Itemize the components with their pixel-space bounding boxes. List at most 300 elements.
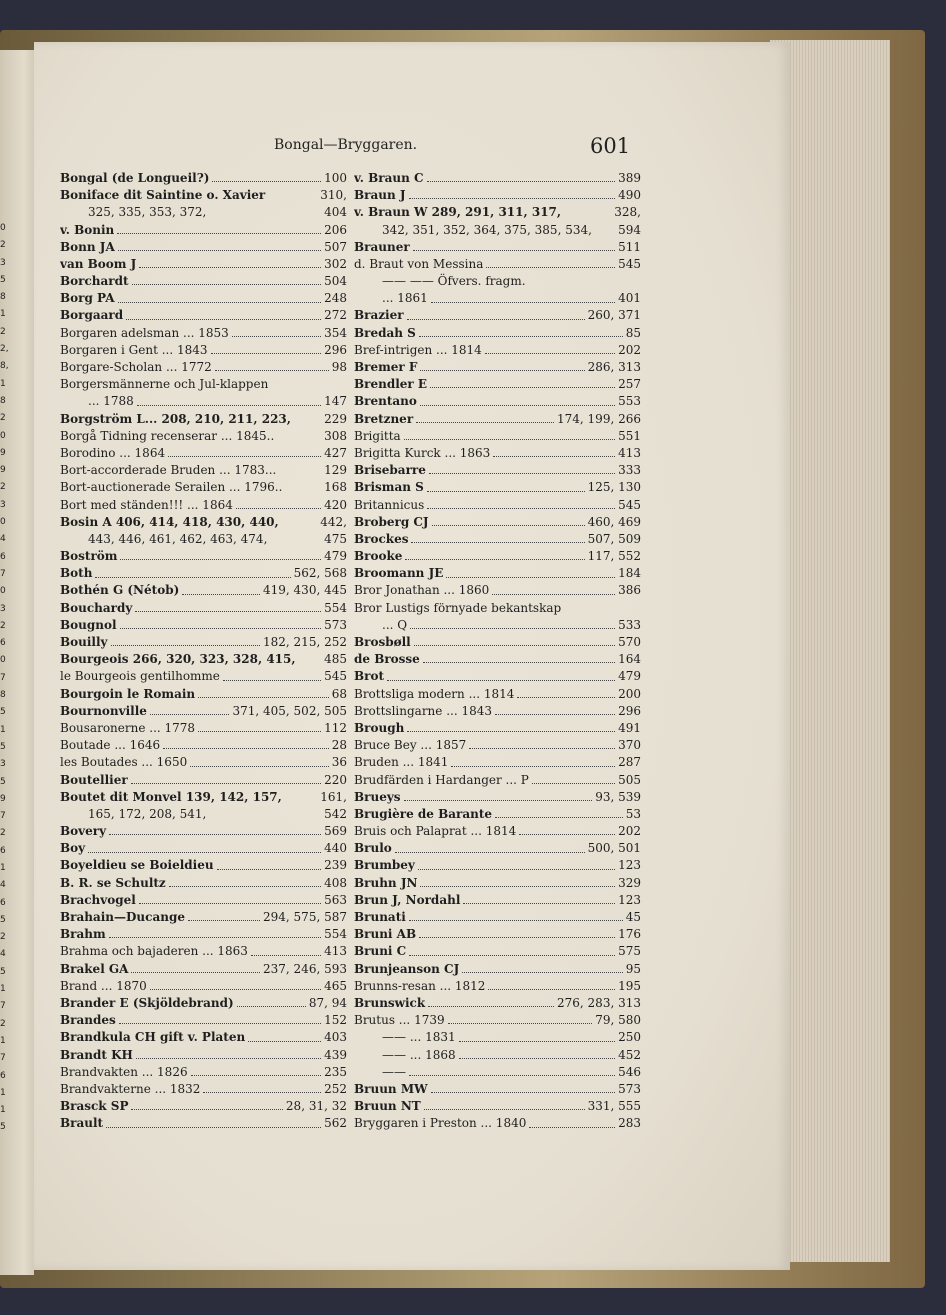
index-entry [354, 1081, 641, 1098]
entry-title: Bryggaren i Preston ... 1840 [354, 1116, 527, 1131]
entry-pages: 440 [324, 841, 347, 856]
index-entry [354, 858, 641, 875]
entry-pages: 504 [324, 274, 347, 289]
entry-pages: 68 [331, 686, 347, 701]
dot-leader [251, 955, 321, 956]
entry-title: Brisebarre [354, 463, 426, 478]
entry-pages: 554 [324, 600, 347, 615]
index-entry [354, 393, 641, 410]
entry-title: v. Braun C [354, 170, 424, 185]
dot-leader [420, 370, 584, 371]
dot-leader [211, 353, 322, 354]
entry-title: Brudfärden i Hardanger ... P [354, 772, 529, 787]
entry-title: ... 1861 [382, 291, 428, 306]
dot-leader [109, 937, 321, 938]
entry-title: Brandvakten ... 1826 [60, 1064, 188, 1079]
entry-pages: 491 [618, 720, 641, 735]
entry-pages: 413 [618, 445, 641, 460]
margin-number: 2 [0, 1018, 6, 1029]
dot-leader [191, 1075, 322, 1076]
entry-title: Bougnol [60, 617, 117, 632]
entry-pages: 546 [618, 1064, 641, 1079]
margin-number: 0 [0, 586, 6, 597]
margin-number: 6 [0, 551, 6, 562]
entry-title: Brault [60, 1116, 104, 1131]
dot-leader [111, 645, 260, 646]
dot-leader [203, 1092, 321, 1093]
index-entry [60, 806, 347, 823]
index-entry [354, 651, 641, 668]
dot-leader [446, 577, 615, 578]
entry-title: Bretzner [354, 411, 414, 426]
index-entry [60, 411, 347, 428]
dot-leader [409, 920, 623, 921]
dot-leader [448, 1023, 593, 1024]
index-entry [60, 187, 347, 204]
dot-leader [519, 834, 615, 835]
entry-pages: 98 [331, 360, 347, 375]
dot-leader [423, 662, 615, 663]
index-entry [60, 858, 347, 875]
index-entry [60, 651, 347, 668]
margin-number: 3 [0, 499, 6, 510]
dot-leader [119, 1023, 321, 1024]
entry-pages: 129 [324, 463, 347, 478]
dot-leader [150, 989, 321, 990]
entry-pages: 174, 199, 266 [557, 411, 641, 426]
dot-leader [427, 508, 615, 509]
entry-title: van Boom J [60, 256, 137, 271]
margin-number: 0 [0, 655, 6, 666]
entry-pages: 386 [618, 583, 641, 598]
entry-title: Bouilly [60, 635, 108, 650]
entry-title: Bruhn JN [354, 875, 418, 890]
entry-pages: 85 [625, 325, 641, 340]
index-entry [60, 617, 347, 634]
entry-pages: 95 [625, 961, 641, 976]
entry-pages: 229 [324, 411, 347, 426]
margin-number: 1 [0, 309, 6, 320]
index-entry [354, 720, 641, 737]
entry-title: Brunswick [354, 995, 426, 1010]
margin-number: 7 [0, 568, 6, 579]
dot-leader [413, 250, 615, 251]
entry-title: Bongal (de Longueil?) [60, 170, 210, 185]
margin-number: 9 [0, 447, 6, 458]
index-entry [354, 170, 641, 187]
dot-leader [414, 645, 615, 646]
dot-leader [430, 387, 615, 388]
entry-pages: 93, 539 [595, 789, 641, 804]
entry-title: Boyeldieu se Boieldieu [60, 858, 214, 873]
entry-pages: 237, 246, 593 [263, 961, 347, 976]
dot-leader [407, 731, 615, 732]
entry-title: Brahain—Ducange [60, 910, 185, 925]
entry-title: 443, 446, 461, 462, 463, 474, [88, 531, 268, 546]
dot-leader [198, 731, 321, 732]
entry-title: —— [382, 1064, 406, 1079]
index-entry [60, 204, 347, 221]
index-entry [354, 1047, 641, 1064]
margin-number: 1 [0, 1105, 6, 1116]
dot-leader [198, 697, 329, 698]
entry-pages: 176 [618, 927, 641, 942]
index-entry [60, 909, 347, 926]
entry-title: Bruun MW [354, 1081, 428, 1096]
dot-leader [404, 800, 593, 801]
entry-pages: 161, [320, 789, 347, 804]
entry-pages: 202 [618, 824, 641, 839]
entry-pages: 500, 501 [587, 841, 641, 856]
index-entry [60, 273, 347, 290]
entry-title: Brand ... 1870 [60, 978, 147, 993]
entry-pages: 117, 552 [587, 549, 641, 564]
dot-leader [462, 972, 622, 973]
entry-title: Broberg CJ [354, 514, 429, 529]
dot-leader [139, 267, 321, 268]
dot-leader [168, 456, 321, 457]
margin-number: 7 [0, 672, 6, 683]
entry-title: Brueys [354, 789, 401, 804]
dot-leader [135, 611, 321, 612]
entry-pages: 507, 509 [587, 531, 641, 546]
entry-title: Brander E (Skjöldebrand) [60, 995, 234, 1010]
dot-leader [395, 852, 585, 853]
index-entry [354, 806, 641, 823]
index-entry [354, 290, 641, 307]
entry-pages: 594 [618, 222, 641, 237]
dot-leader [428, 1006, 554, 1007]
entry-pages: 545 [324, 669, 347, 684]
entry-pages: 252 [324, 1081, 347, 1096]
entry-title: Bouchardy [60, 600, 133, 615]
dot-leader [431, 302, 615, 303]
index-entry [60, 686, 347, 703]
entry-title: Borg PA [60, 291, 115, 306]
entry-pages: 553 [618, 394, 641, 409]
entry-title: Brakel GA [60, 961, 129, 976]
entry-title: Borgaard [60, 308, 124, 323]
entry-pages: 36 [331, 755, 347, 770]
index-entry [60, 737, 347, 754]
entry-title: —— ... 1868 [382, 1047, 456, 1062]
margin-number: 4 [0, 949, 6, 960]
index-entry [354, 686, 641, 703]
index-entry [60, 1012, 347, 1029]
margin-number: 5 [0, 776, 6, 787]
entry-pages: 485 [324, 652, 347, 667]
index-entry [354, 995, 641, 1012]
entry-pages: 545 [618, 256, 641, 271]
margin-number: 5 [0, 741, 6, 752]
index-entry [354, 926, 641, 943]
index-entry [354, 737, 641, 754]
dot-leader [529, 1127, 615, 1128]
entry-title: Brockes [354, 531, 409, 546]
entry-title: Boy [60, 841, 86, 856]
entry-pages: 45 [625, 910, 641, 925]
entry-title: Bort-auctionerade Serailen ... 1796.. [60, 480, 283, 495]
entry-title: Brunjeanson CJ [354, 961, 460, 976]
index-entry [354, 411, 641, 428]
dot-leader [236, 508, 321, 509]
dot-leader [232, 336, 321, 337]
entry-pages: 100 [324, 170, 347, 185]
index-entry [60, 1064, 347, 1081]
margin-number: 4 [0, 534, 6, 545]
dot-leader [139, 903, 321, 904]
index-entry [354, 204, 641, 221]
index-entry [354, 445, 641, 462]
entry-title: Brottslingarne ... 1843 [354, 703, 492, 718]
dot-leader [409, 1075, 615, 1076]
dot-leader [120, 559, 321, 560]
index-entry [354, 256, 641, 273]
index-entry [60, 514, 347, 531]
entry-title: Brahm [60, 927, 106, 942]
index-entry [354, 187, 641, 204]
dot-leader [418, 869, 615, 870]
entry-pages: 328, [614, 205, 641, 220]
entry-title: Bosin A 406, 414, 418, 430, 440, [60, 514, 279, 529]
dot-leader [117, 233, 321, 234]
entry-pages: 439 [324, 1047, 347, 1062]
entry-pages: 404 [324, 205, 347, 220]
entry-pages: 250 [618, 1030, 641, 1045]
index-entry [60, 239, 347, 256]
entry-pages: 147 [324, 394, 347, 409]
entry-pages: 562 [324, 1116, 347, 1131]
entry-pages: 573 [618, 1081, 641, 1096]
margin-number: 2 [0, 620, 6, 631]
index-entry [60, 943, 347, 960]
margin-number: 9 [0, 465, 6, 476]
entry-title: Brisman S [354, 480, 424, 495]
dot-leader [459, 1058, 615, 1059]
dot-leader [109, 834, 321, 835]
entry-title: Borgå Tidning recenserar ... 1845.. [60, 428, 275, 443]
entry-title: Brachvogel [60, 892, 136, 907]
margin-number: 1 [0, 862, 6, 873]
margin-number: 0 [0, 517, 6, 528]
index-entry [354, 1012, 641, 1029]
entry-pages: 296 [324, 342, 347, 357]
entry-title: d. Braut von Messina [354, 256, 484, 271]
entry-title: Bonn JA [60, 239, 115, 254]
index-entry [60, 840, 347, 857]
entry-title: Bort med ständen!!! ... 1864 [60, 497, 233, 512]
index-page [34, 42, 790, 1270]
index-entry [354, 789, 641, 806]
dot-leader [463, 903, 615, 904]
margin-number: 5 [0, 274, 6, 285]
margin-number: 6 [0, 845, 6, 856]
dot-leader [237, 1006, 306, 1007]
entry-pages: 403 [324, 1030, 347, 1045]
entry-title: 165, 172, 208, 541, [88, 806, 207, 821]
entry-pages: 479 [618, 669, 641, 684]
entry-pages: 283 [618, 1116, 641, 1131]
dot-leader [118, 302, 322, 303]
entry-title: Bref-intrigen ... 1814 [354, 342, 482, 357]
entry-pages: 575 [618, 944, 641, 959]
index-entry [60, 445, 347, 462]
entry-title: v. Bonin [60, 222, 115, 237]
entry-title: Brauner [354, 239, 410, 254]
index-entry [60, 1081, 347, 1098]
dot-leader [407, 319, 585, 320]
entry-pages: 569 [324, 824, 347, 839]
dot-leader [212, 181, 321, 182]
dot-leader [409, 955, 615, 956]
dot-leader [118, 250, 321, 251]
entry-title: Borgström L... 208, 210, 211, 223, [60, 411, 291, 426]
entry-pages: 310, [320, 188, 347, 203]
index-entry [60, 772, 347, 789]
dot-leader [126, 319, 321, 320]
index-entry [354, 634, 641, 651]
dot-leader [131, 972, 260, 973]
entry-pages: 195 [618, 978, 641, 993]
dot-leader [215, 370, 329, 371]
margin-number: 0 [0, 430, 6, 441]
entry-pages: 235 [324, 1064, 347, 1079]
dot-leader [416, 422, 554, 423]
entry-title: Brumbey [354, 858, 415, 873]
entry-title: ... 1788 [88, 394, 134, 409]
entry-title: Bothén G (Nétob) [60, 583, 180, 598]
entry-pages: 573 [324, 617, 347, 632]
running-header: Bongal—Bryggaren. [274, 137, 418, 153]
margin-number: 7 [0, 1053, 6, 1064]
index-entry [354, 840, 641, 857]
dot-leader [427, 181, 616, 182]
index-entry [60, 961, 347, 978]
margin-number: 4 [0, 880, 6, 891]
entry-pages: 511 [618, 239, 641, 254]
margin-number: 5 [0, 1122, 6, 1133]
index-entry [60, 1115, 347, 1132]
entry-pages: 442, [320, 514, 347, 529]
entry-pages: 563 [324, 892, 347, 907]
index-entry [354, 617, 641, 634]
margin-number: 1 [0, 378, 6, 389]
entry-title: —— ... 1831 [382, 1030, 456, 1045]
dot-leader [419, 937, 615, 938]
index-entry [354, 359, 641, 376]
entry-title: v. Braun W 289, 291, 311, 317, [354, 205, 562, 220]
dot-leader [485, 353, 615, 354]
entry-pages: 168 [324, 480, 347, 495]
index-entry [60, 531, 347, 548]
entry-title: Boniface dit Saintine o. Xavier [60, 188, 266, 203]
entry-title: Broomann JE [354, 566, 444, 581]
dot-leader [223, 680, 321, 681]
index-entry [354, 479, 641, 496]
entry-title: Borgaren i Gent ... 1843 [60, 342, 208, 357]
dot-leader [248, 1041, 321, 1042]
margin-number: 7 [0, 1001, 6, 1012]
entry-pages: 427 [324, 445, 347, 460]
entry-title: Borchardt [60, 274, 129, 289]
entry-title: Brigitta [354, 428, 401, 443]
index-entry [354, 325, 641, 342]
entry-pages: 152 [324, 1013, 347, 1028]
index-entry [60, 256, 347, 273]
index-entry [354, 565, 641, 582]
entry-pages: 260, 371 [587, 308, 641, 323]
index-entry [60, 754, 347, 771]
entry-title: Brun J, Nordahl [354, 892, 461, 907]
page-number: 601 [590, 134, 631, 158]
entry-title: Brandvakterne ... 1832 [60, 1081, 201, 1096]
dot-leader [532, 783, 615, 784]
index-entry [60, 703, 347, 720]
index-entry [60, 634, 347, 651]
entry-pages: 408 [324, 875, 347, 890]
margin-number: 2 [0, 413, 6, 424]
margin-number: 6 [0, 638, 6, 649]
entry-title: Brosbøll [354, 635, 411, 650]
entry-pages: 294, 575, 587 [263, 910, 347, 925]
index-entry [60, 342, 347, 359]
dot-leader [405, 559, 584, 560]
dot-leader [182, 594, 260, 595]
dot-leader [431, 1092, 616, 1093]
entry-pages: 570 [618, 635, 641, 650]
entry-pages: 164 [618, 652, 641, 667]
entry-title: Brazier [354, 308, 404, 323]
index-entry [354, 583, 641, 600]
index-entry [60, 668, 347, 685]
margin-number: 1 [0, 1087, 6, 1098]
index-entry [60, 926, 347, 943]
margin-number: 2 [0, 240, 6, 251]
margin-number: 1 [0, 1035, 6, 1046]
entry-title: Bruni AB [354, 927, 417, 942]
index-entry [354, 462, 641, 479]
index-entry [354, 1064, 641, 1081]
entry-pages: 287 [618, 755, 641, 770]
index-column-right [354, 170, 641, 1133]
dot-leader [163, 748, 329, 749]
entry-pages: 452 [618, 1047, 641, 1062]
entry-pages: 296 [618, 703, 641, 718]
entry-title: le Bourgeois gentilhomme [60, 669, 220, 684]
index-entry [60, 325, 347, 342]
index-entry [60, 720, 347, 737]
index-entry [60, 497, 347, 514]
index-entry [354, 1029, 641, 1046]
dot-leader [469, 748, 615, 749]
dot-leader [120, 628, 322, 629]
entry-pages: 28, 31, 32 [285, 1099, 347, 1114]
entry-title: Brooke [354, 549, 403, 564]
entry-title: —— —— Öfvers. fragm. [382, 274, 526, 289]
entry-pages: 505 [618, 772, 641, 787]
entry-pages: 465 [324, 978, 347, 993]
entry-title: Brandt KH [60, 1047, 133, 1062]
dot-leader [169, 886, 321, 887]
entry-title: Bredah S [354, 325, 416, 340]
dot-leader [131, 783, 321, 784]
entry-title: Bremer F [354, 360, 418, 375]
margin-number: 3 [0, 759, 6, 770]
margin-number: 2 [0, 932, 6, 943]
index-entry [354, 978, 641, 995]
entry-title: Brunns-resan ... 1812 [354, 978, 486, 993]
left-page-edge [0, 50, 34, 1275]
